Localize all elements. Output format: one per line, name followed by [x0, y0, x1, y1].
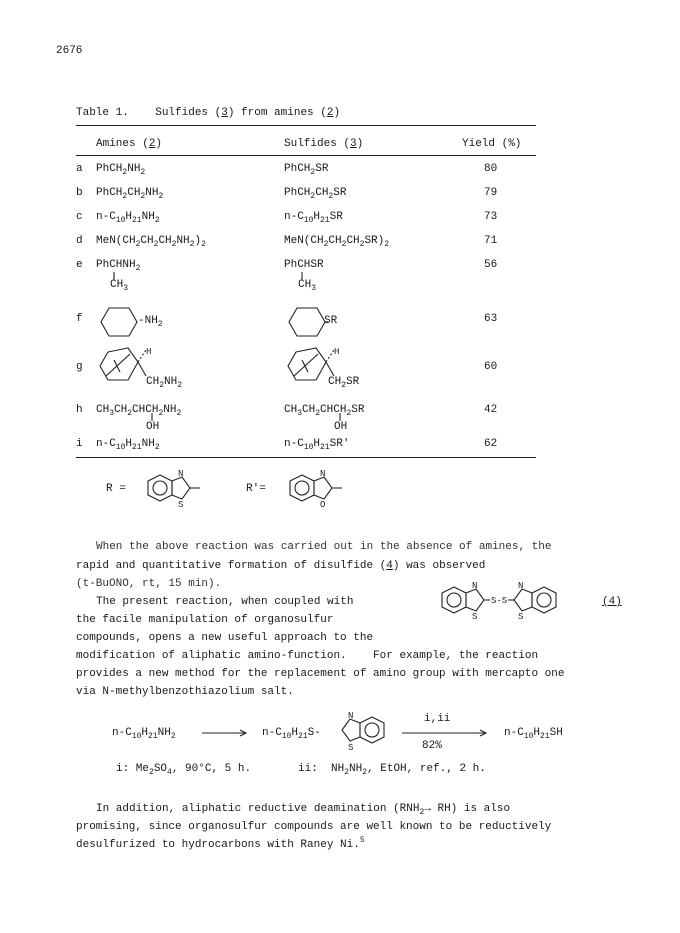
amine-formula: OH — [146, 421, 160, 433]
reaction-arrow-2 — [402, 728, 492, 738]
sulfide-formula: $CH_2SR$ — [328, 376, 360, 390]
yield-value: 60 — [484, 361, 498, 373]
table-caption: Table 1. Sulfides (3) from amines (2) — [76, 107, 341, 119]
scheme-intermediate: $n-C_{10}H_{21}S-$ — [262, 727, 321, 741]
branch-bond-sulfide-e — [296, 270, 317, 293]
cyclohexyl-ring-sulfide — [288, 306, 328, 340]
branch-bond-sulfide-h — [336, 413, 346, 423]
pinane-bicycle-amine — [98, 344, 158, 388]
sulfide-formula: $MeN(CH_2CH_2CH_2SR)_2$ — [284, 235, 390, 249]
yield-value: 73 — [484, 211, 498, 223]
benzothiazolyl-structure — [140, 469, 210, 512]
svg-text:S: S — [348, 743, 354, 753]
svg-text:N: N — [472, 581, 478, 591]
amine-formula: $n-C_{10}H_{21}NH_2$ — [96, 438, 160, 452]
yield-value: 71 — [484, 235, 498, 247]
yield-value: 56 — [484, 259, 498, 271]
body-text: rapid and quantitative formation of disulfide (4) was observed — [76, 560, 486, 572]
reaction-arrow-1 — [202, 728, 252, 738]
yield-value: 42 — [484, 404, 498, 416]
page-number: 2676 — [56, 45, 83, 57]
row-label: c — [76, 211, 83, 223]
yield-value: 62 — [484, 438, 498, 450]
row-label: b — [76, 187, 83, 199]
body-text: provides a new method for the replacement of amino group with mercapto one — [76, 668, 565, 680]
yield-value: 63 — [484, 313, 498, 325]
body-text: promising, since organosulfur compounds are well known to be reductively — [76, 821, 552, 833]
conditions-ii: ii: $NH_2NH_2$, EtOH, ref., 2 h. — [298, 763, 486, 777]
svg-text:N: N — [518, 581, 524, 591]
pinane-bicycle-sulfide — [286, 344, 346, 388]
amine-formula: $-NH_2$ — [138, 315, 163, 329]
sulfide-formula: PhCHSR — [284, 259, 324, 271]
svg-text:S: S — [518, 612, 524, 622]
r-definition-label: R = — [106, 483, 126, 495]
body-text: modification of aliphatic amino-function. For example, the reaction — [76, 650, 539, 662]
scheme-conditions-label: i,ii — [424, 713, 451, 725]
sulfide-formula: PhCH$_2$SR — [284, 163, 329, 177]
sulfide-formula: $CH_3CH_2CHCH_2SR$ — [284, 404, 365, 418]
body-text: compounds, opens a new useful approach to the — [76, 632, 374, 644]
body-text: via N-methylbenzothiazolium salt. — [76, 686, 294, 698]
amine-formula: $n-C_{10}H_{21}NH_2$ — [96, 211, 160, 225]
branch-bond-amine-e — [108, 270, 129, 293]
amine-formula: $CH_3CH_2CHCH_2NH_2$ — [96, 404, 182, 418]
body-text: The present reaction, when coupled with — [96, 596, 354, 608]
benzoxazolyl-structure — [282, 469, 352, 512]
disulfide-4-structure — [434, 581, 584, 624]
yield-value: 79 — [484, 187, 498, 199]
conditions-i: i: $Me_2SO_4$, 90°C, 5 h. — [116, 763, 252, 777]
branch-bond-amine-h — [148, 413, 158, 423]
body-text: the facile manipulation of organosulfur — [76, 614, 334, 626]
svg-text:H: H — [334, 347, 340, 357]
sulfide-formula: OH — [334, 421, 348, 433]
sulfide-formula: $PhCH_2CH_2SR$ — [284, 187, 347, 201]
body-text: When the above reaction was carried out in the absence of amines, the — [96, 541, 552, 553]
row-label: f — [76, 313, 83, 325]
table-header-rule — [76, 155, 536, 156]
row-label: a — [76, 163, 83, 175]
svg-text:S: S — [178, 500, 184, 510]
cyclohexyl-ring-amine — [100, 306, 140, 340]
svg-text:H: H — [146, 347, 152, 357]
svg-text:O: O — [320, 500, 326, 510]
row-label: g — [76, 361, 83, 373]
sulfide-formula: $n-C_{10}H_{21}SR$ — [284, 211, 343, 225]
yield-value: 80 — [484, 163, 498, 175]
amine-formula: PhCHNH$_2$ — [96, 259, 141, 273]
table-bottom-rule — [76, 457, 536, 458]
col-header-yield: Yield (%) — [462, 138, 522, 150]
svg-text:S-S: S-S — [491, 596, 508, 606]
col-header-sulfides: Sulfides (3) — [284, 138, 364, 150]
svg-text:N: N — [320, 469, 326, 479]
r-prime-definition-label: R'= — [246, 483, 266, 495]
amine-formula: $PhCH_2CH_2NH_2$ — [96, 187, 164, 201]
row-label: d — [76, 235, 83, 247]
body-text: In addition, aliphatic reductive deamination $(RNH_2\to RH)$ is also — [96, 803, 511, 817]
benzothiazole-intermediate — [340, 711, 410, 754]
scheme-reactant: $n-C_{10}H_{21}NH_2$ — [112, 727, 176, 741]
amine-formula: $PhCH_2NH_2$ — [96, 163, 146, 177]
row-label: h — [76, 404, 83, 416]
sulfide-formula: SR — [324, 315, 338, 327]
svg-text:N: N — [348, 711, 354, 721]
sulfide-formula: $CH_3$ — [298, 279, 317, 293]
sulfide-formula: $n-C_{10}H_{21}SR'$ — [284, 438, 350, 452]
svg-text:N: N — [178, 469, 184, 479]
col-header-amines: Amines (2) — [96, 138, 163, 150]
body-text: desulfurized to hydrocarbons with Raney Ni.$^5$ — [76, 836, 365, 851]
amine-formula: $CH_2NH_2$ — [146, 376, 183, 390]
table-top-rule — [76, 125, 536, 126]
row-label: i — [76, 438, 83, 450]
amine-formula: $MeN(CH_2CH_2CH_2NH_2)_2$ — [96, 235, 206, 249]
row-label: e — [76, 259, 83, 271]
body-text: (t-BuONO, rt, 15 min). — [76, 578, 222, 590]
amine-formula: $CH_3$ — [110, 279, 129, 293]
scheme-yield: 82% — [422, 740, 442, 752]
svg-text:S: S — [472, 612, 478, 622]
scheme-product: $n-C_{10}H_{21}SH$ — [504, 727, 563, 741]
compound-4-label: (4) — [602, 596, 622, 608]
